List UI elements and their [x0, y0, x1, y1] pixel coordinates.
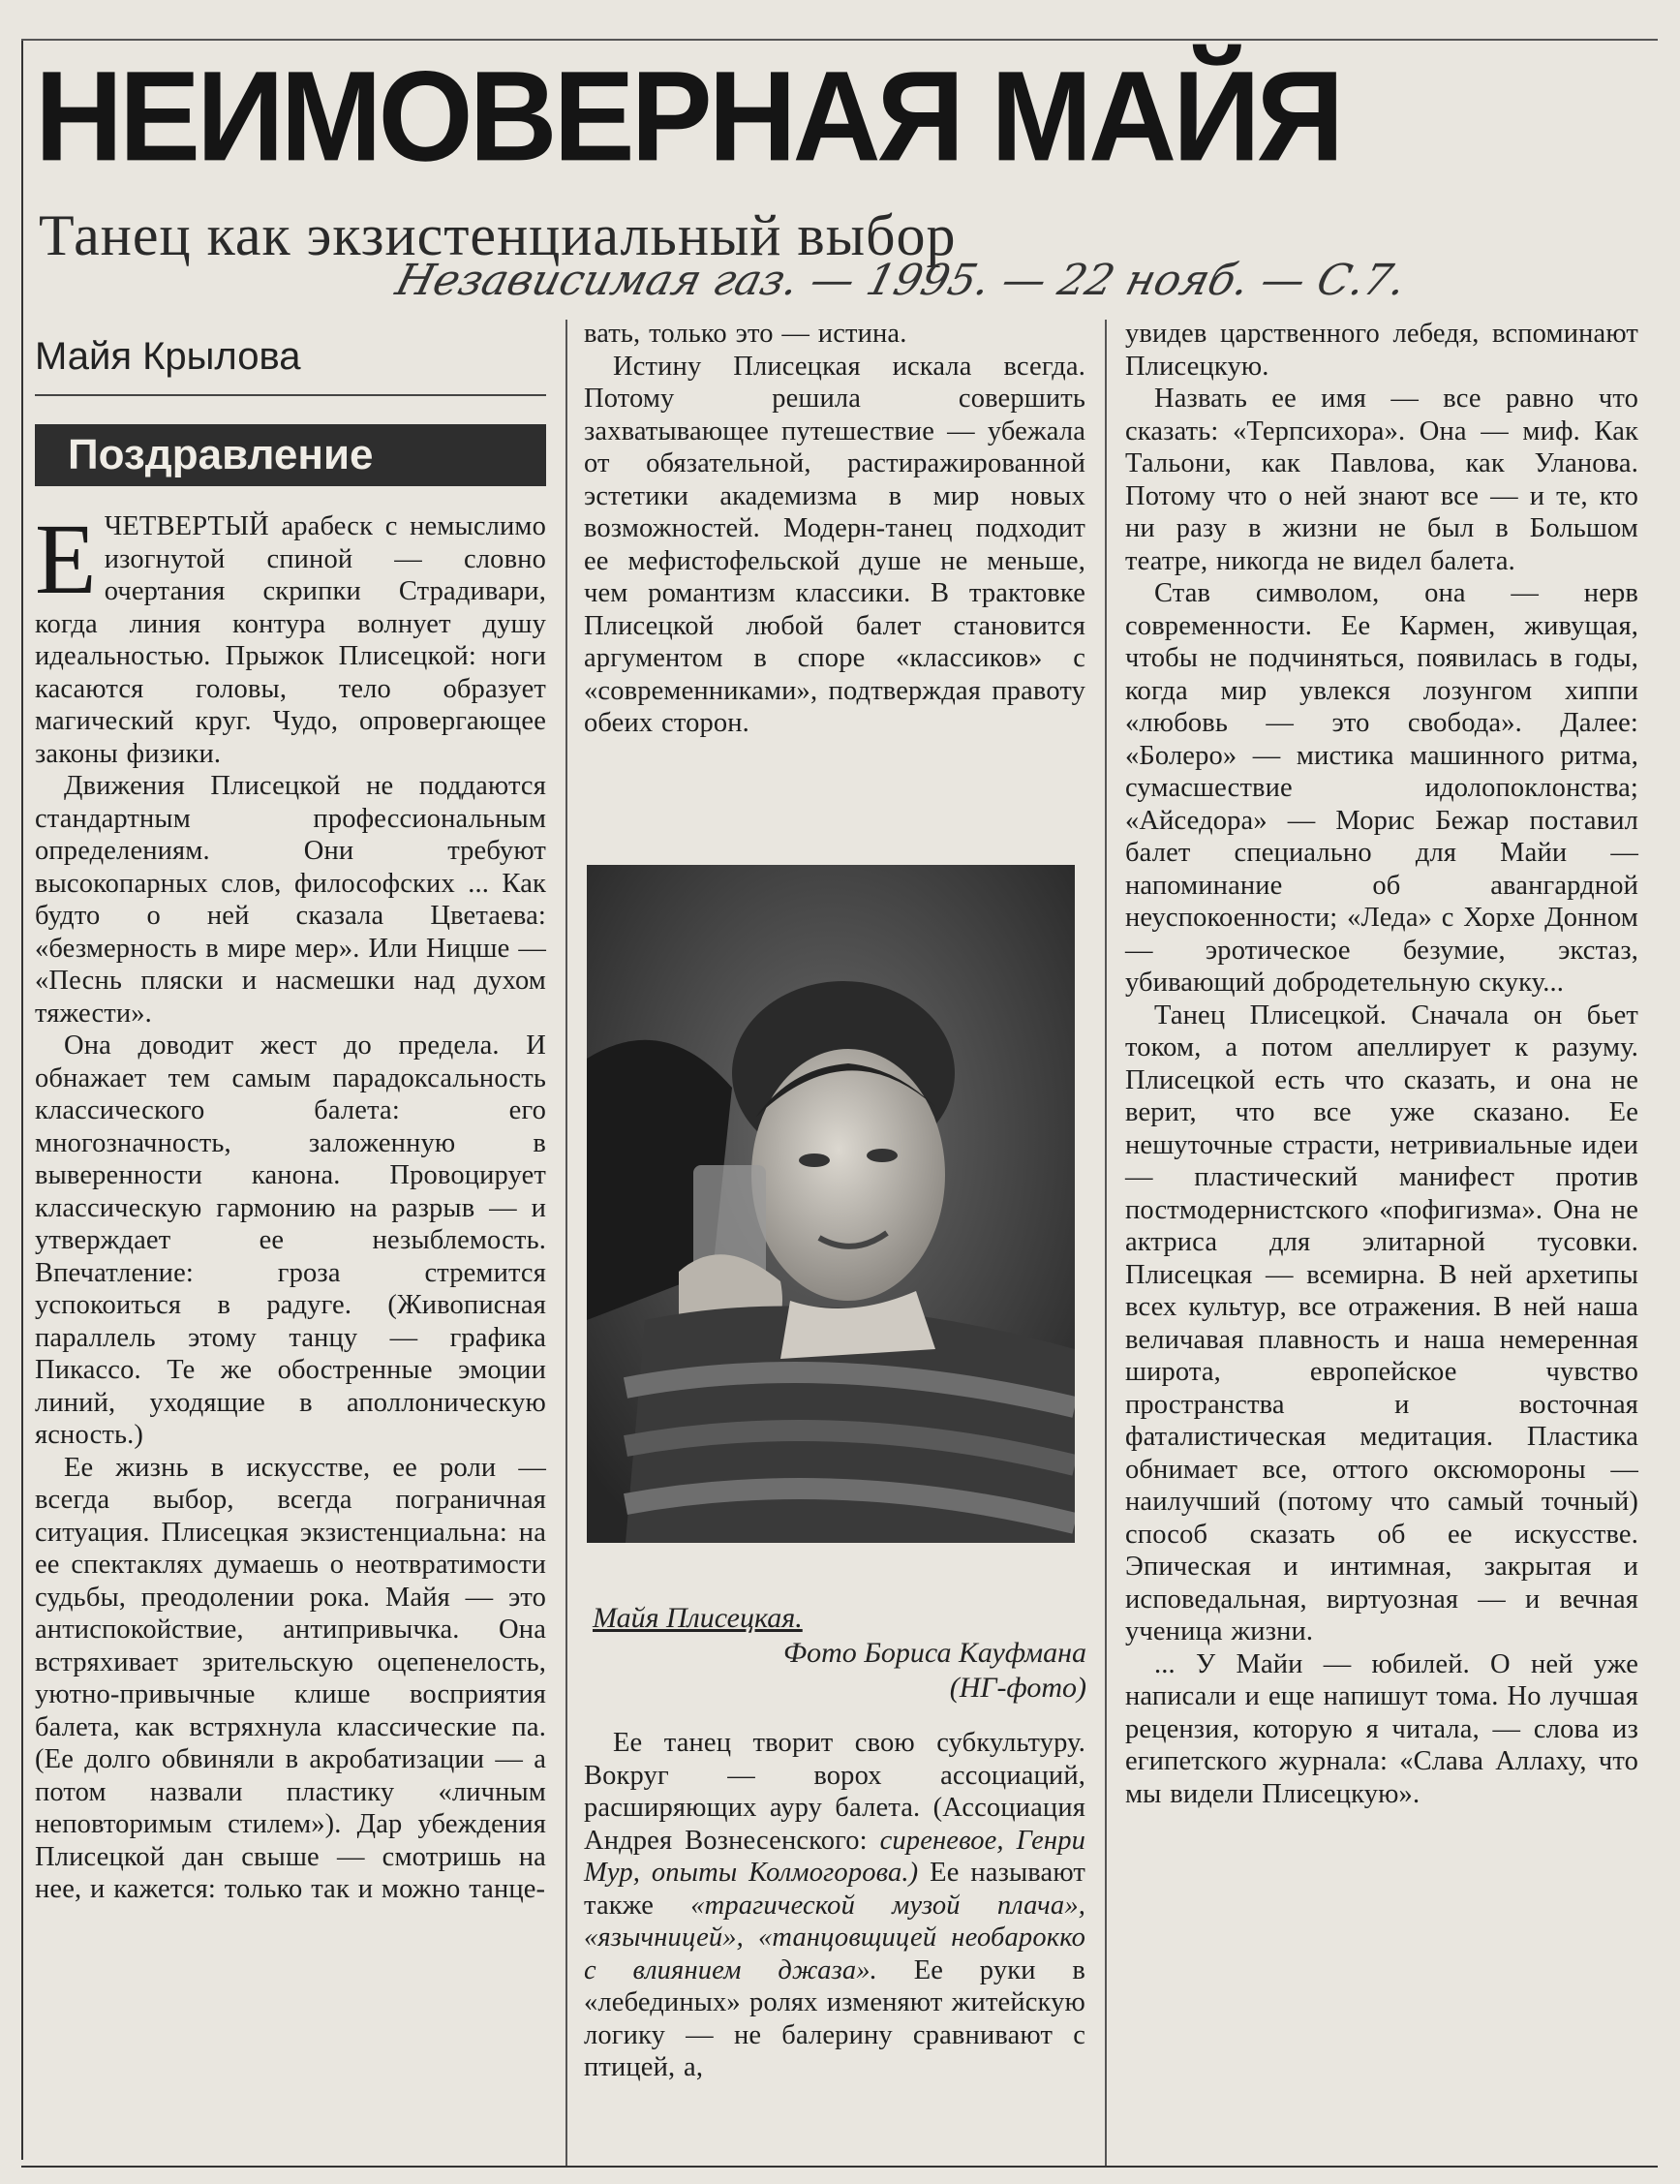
subtitle: Танец как экзистенциальный выбор [39, 203, 957, 267]
top-border-rule [21, 39, 1658, 41]
column-1 [35, 504, 546, 1906]
paragraph-continued: вать, только это — истина. [584, 319, 907, 349]
bottom-border-rule [21, 2166, 1658, 2168]
column-2-bottom [584, 1727, 1085, 2084]
handwritten-source-note: Независимая газ. — 1995. — 22 нояб. — С.7. [390, 256, 1412, 305]
column-3 [1125, 318, 1638, 1810]
lead-paragraph [35, 504, 546, 770]
photo-caption [593, 1601, 1086, 1706]
paragraph: Она доводит жест до предела. И обнажает тем самым парадоксальность классического балета: его многозначность, заложенную в выверенности канона. Провоцирует классическую гармонию на разрыв — и утверждает ее незыблемость. Впечатление: гроза стремится успокоиться в радуге. (Живописная параллель этому танцу — графика Пикассо. Те же обостренные эмоции линий, уходящие в аполлоническую ясность.) [35, 1030, 546, 1450]
lead-text: ЧЕТВЕРТЫЙ арабеск с немыслимо изогнутой спиной — словно очертания скрипки Страдивари, когда линия контура волнует душу идеальностью. Прыжок Плисецкой: ноги касаются головы, тело образует магический круг. Чудо, опровергающее законы физики. [35, 511, 546, 769]
caption-name: Майя Плисецкая. [593, 1602, 803, 1634]
paragraph: Став символом, она — нерв современности. Ее Кармен, живущая, чтобы не подчиняться, появилась в годы, когда мир увлекся лозунгом хиппи «любовь — это свобода». Далее: «Болеро» — мистика машинного ритма, сумасшествие идолопоклонства; «Айседора» — Морис Бежар поставил балет специально для Майи — напоминание об авангардной неуспокоенности; «Леда» с Хорхе Донном — эротическое безумие, экстаз, убивающий добродетельную скуку... [1125, 578, 1638, 998]
caption-credit-source: (НГ-фото) [949, 1672, 1086, 1704]
byline-rule [35, 394, 546, 396]
drop-cap: Е [35, 504, 97, 615]
paragraph: Истину Плисецкая искала всегда. Потому решила совершить захватывающее путешествие — убежала от обязательной, растиражированной эстетики академизма в мир новых возможностей. Модерн-танец подходит ее мефистофельской душе не меньше, чем романтизм классики. В трактовке Плисецкой любой балет становится аргументом в споре «классиков» с «современниками», подтверждая правоту обеих сторон. [584, 351, 1085, 738]
paragraph: Ее жизнь в искусстве, ее роли — всегда выбор, всегда пограничная ситуация. Плисецкая экзистенциальна: на ее спектаклях думаешь о неотвратимости судьбы, преодолении рока. Майя — это антиспокойствие, антипривычка. Она встряхивает зрительскую оцепенелость, уютно-привычные клише восприятия балета, как встряхнула классические па. (Ее долго обвиняли в акробатизации — а потом назвали пластику «личным неповторимым стилем»). Дар убеждения Плисецкой дан свыше — смотришь на нее, и кажется: только так и можно танце- [35, 1452, 546, 1904]
paragraph: Назвать ее имя — все равно что сказать: «Терпсихора». Она — миф. Как Тальони, как Павлова, как Уланова. Потому что о ней знают все — и те, кто ни разу в жизни не был в Большом театре, никогда не видел балета. [1125, 384, 1638, 576]
caption-credit: Фото Бориса Кауфмана [782, 1637, 1086, 1669]
column-divider-2 [1105, 320, 1107, 2166]
author-byline: Майя Крылова [35, 335, 301, 378]
portrait-photo [587, 865, 1075, 1543]
column-divider-1 [565, 320, 567, 2166]
left-border-rule [21, 39, 23, 2160]
rubric-banner: Поздравление [35, 424, 546, 486]
paragraph: Ее танец творит свою субкультуру. Вокруг — ворох ассоциаций, расширяющих ауру балета. (Ассоциация Андрея Вознесенского: сиреневое, Генри Мур, опыты Колмогорова.) Ее называют также «трагической музой плача», «язычницей», «танцовщицей необарокко с влиянием джаза». Ее руки в «лебединых» ролях изменяют житейскую логику — не балерину сравнивают с птицей, а, [584, 1728, 1085, 2082]
paragraph-continued: увидев царственного лебедя, вспоминают Плисецкую. [1125, 319, 1638, 382]
paragraph: Движения Плисецкой не поддаются стандартным профессиональным определениям. Они требуют высокопарных слов, философских ... Как будто о ней сказала Цветаева: «безмерность в мире мер». Или Ницше — «Песнь пляски и насмешки над духом тяжести». [35, 771, 546, 1029]
paragraph: Танец Плисецкой. Сначала он бьет током, а потом апеллирует к разуму. Плисецкой есть что сказать, и она не верит, что все уже сказано. Ее нешуточные страсти, нетривиальные идеи — пластический манифест против постмодернистского «пофигизма». Она не актриса для элитарной тусовки. Плисецкая — всемирна. В ней архетипы всех культур, все отражения. В ней наша величавая плавность и наша немеренная широта, европейское чувство пространства и восточная фаталистическая медитация. Пластика обнимает все, оттого оксюмороны — наилучший (потому что самый точный) способ сказать об ее искусстве. Эпическая и интимная, закрытая и исповедальная, виртуозная — и вечная ученица жизни. [1125, 1000, 1638, 1646]
headline: НЕИМОВЕРНАЯ МАЙЯ [35, 44, 1341, 188]
portrait-photo-drawing [587, 865, 1075, 1543]
column-2-top [584, 318, 1085, 740]
paragraph: ... У Майи — юбилей. О ней уже написали и еще напишут тома. Но лучшая рецензия, которую я читала, — слова из египетского журнала: «Слава Аллаху, что мы видели Плисецкую». [1125, 1648, 1638, 1809]
